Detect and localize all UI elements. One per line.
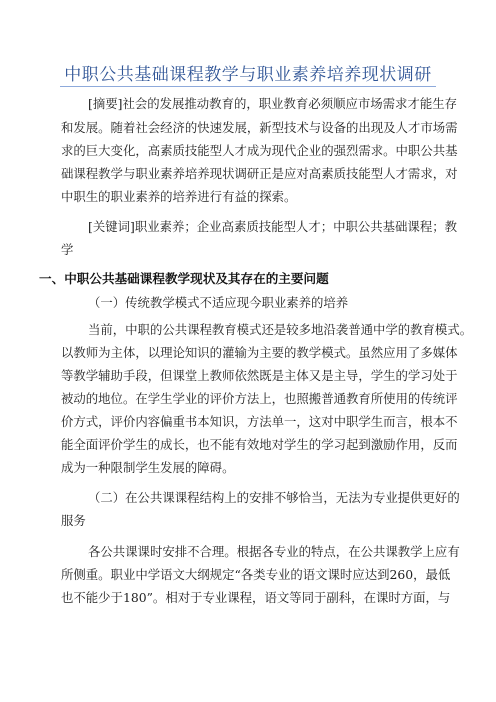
paragraph-line: 等教学辅助手段，但课堂上教师依然既是主体又是主导，学生的学习处于 <box>61 368 458 383</box>
paragraph-line: 被动的地位。在学生学业的评价方法上，也照搬普通教育所使用的传统评 <box>61 391 458 406</box>
paragraph-line: 各公共课课时安排不合理。根据各专业的特点，在公共课教学上应有 <box>88 544 460 559</box>
abstract-line: 和发展。随着社会经济的快速发展，新型技术与设备的出现及人才市场需 <box>61 120 458 135</box>
abstract-line: 础课程教学与职业素养培养现状调研正是应对高素质技能型人才需求，对 <box>61 166 458 181</box>
paragraph-line: 能全面评价学生的成长，也不能有效地对学生的学习起到激励作用，反而 <box>61 437 458 452</box>
subsection-heading: （二）在公共课课程结构上的安排不够恰当，无法为专业提供更好的 <box>88 490 460 505</box>
keywords-line: [关键词]职业素养；企业高素质技能型人才；中职公共基础课程；教 <box>88 219 457 234</box>
paragraph-line: 当前，中职的公共课程教育模式还是较多地沿袭普通中学的教育模式。 <box>88 322 473 337</box>
section-heading: 一、中职公共基础课程教学现状及其存在的主要问题 <box>39 271 329 286</box>
paragraph-line: 以教师为主体，以理论知识的灌输为主要的教学模式。虽然应用了多媒体 <box>61 345 458 360</box>
paragraph-line: 所侧重。职业中学语文大纲规定“各类专业的语文课时应达到260，最低 <box>61 567 451 582</box>
title-underline <box>60 86 436 87</box>
abstract-line: [摘要]社会的发展推动教育的，职业教育必须顺应市场需求才能生存 <box>88 96 457 111</box>
subsection-heading: 服务 <box>61 513 86 528</box>
document-title: 中职公共基础课程教学与职业素养培养现状调研 <box>64 65 432 85</box>
paragraph-line: 也不能少于180”。相对于专业课程，语文等同于副科，在课时方面，与 <box>61 590 451 605</box>
abstract-line: 求的巨大变化，高素质技能型人才成为现代企业的强烈需求。中职公共基 <box>61 143 458 158</box>
paragraph-line: 成为一种限制学生发展的障碍。 <box>61 460 235 475</box>
paragraph-line: 价方式，评价内容偏重书本知识，方法单一，这对中职学生而言，根本不 <box>61 414 458 429</box>
keywords-line: 学 <box>61 242 74 257</box>
subsection-heading: （一）传统教学模式不适应现今职业素养的培养 <box>88 295 349 310</box>
abstract-line: 中职生的职业素养的培养进行有益的探索。 <box>61 189 297 204</box>
